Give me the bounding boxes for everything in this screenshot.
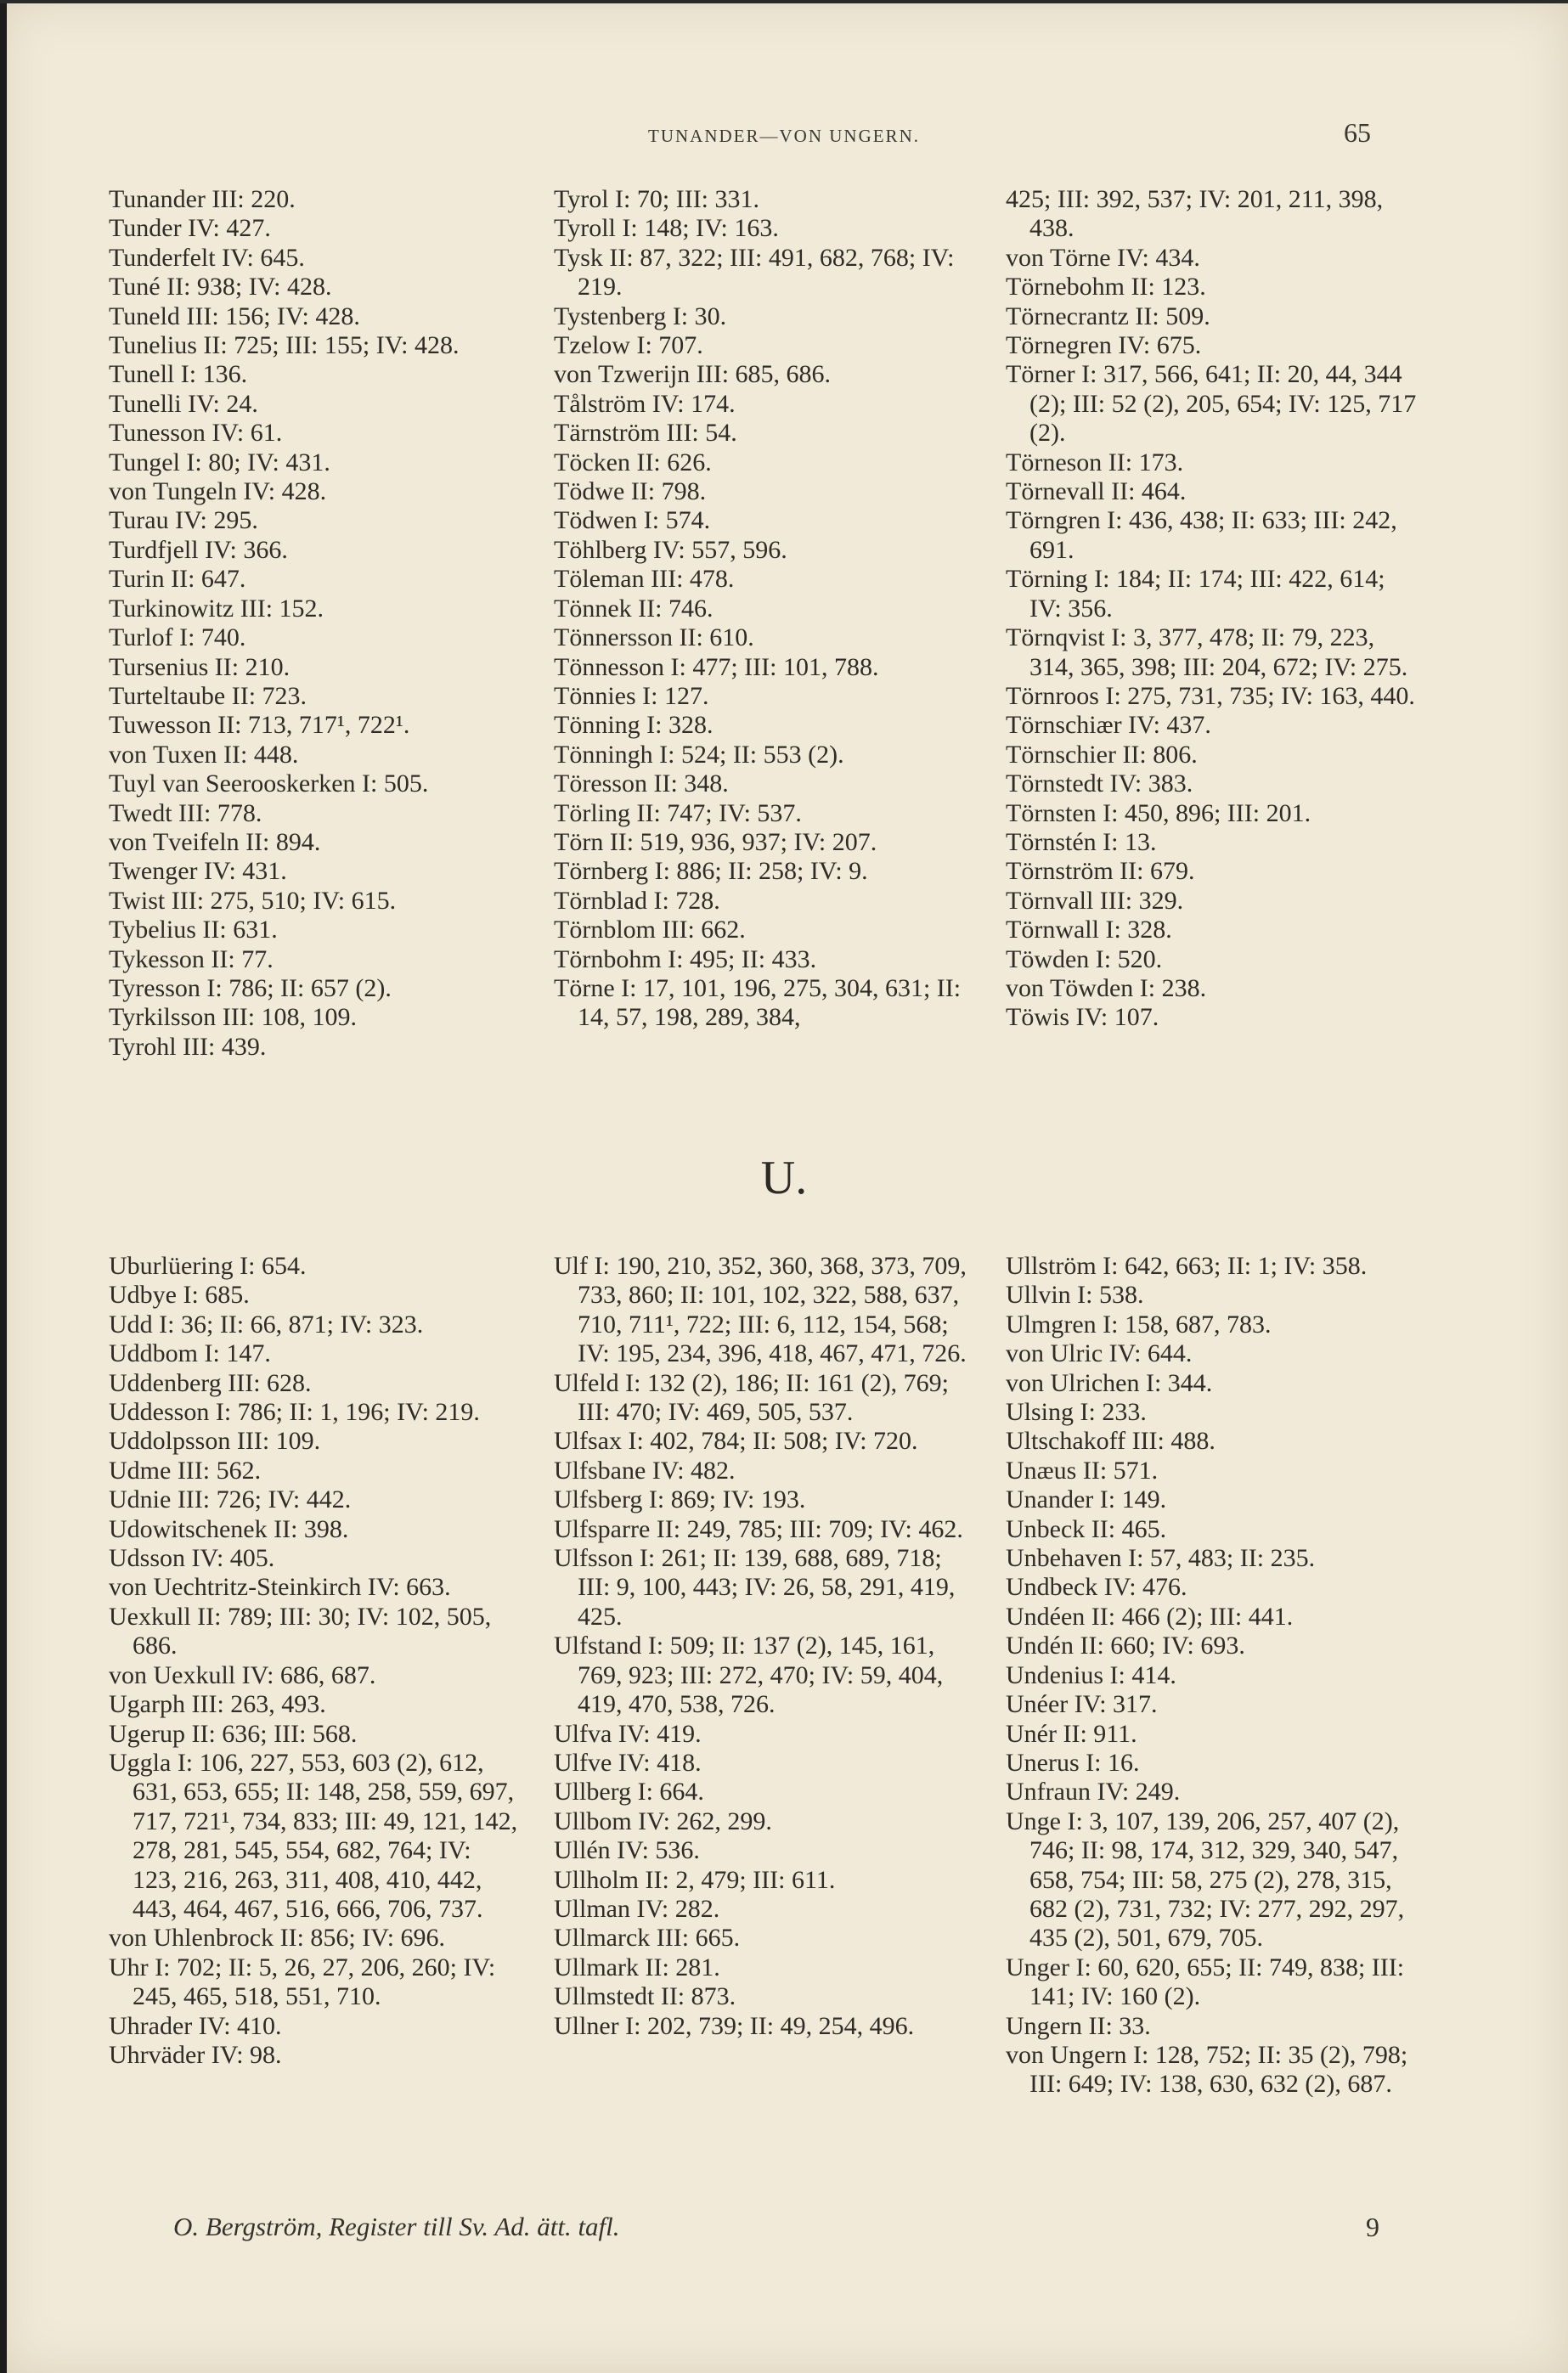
register-entry: Undén II: 660; IV: 693. — [1006, 1632, 1245, 1660]
register-entry: Törnvall III: 329. — [1006, 886, 1184, 915]
register-entry: Tyrohl III: 439. — [109, 1032, 267, 1061]
register-entry: Uhrader IV: 410. — [109, 2011, 282, 2040]
register-entry: Ulfsax I: 402, 784; II: 508; IV: 720. — [554, 1427, 918, 1456]
register-entry: Ullén IV: 536. — [554, 1836, 700, 1865]
register-entry: Turdfjell IV: 366. — [109, 535, 288, 564]
register-entry: Töwis IV: 107. — [1006, 1003, 1159, 1032]
scan-edge-top — [0, 0, 1568, 3]
register-entry: Unbehaven I: 57, 483; II: 235. — [1006, 1544, 1316, 1573]
register-entry: Udowitschenek II: 398. — [109, 1514, 349, 1543]
register-entry: Tönningh I: 524; II: 553 (2). — [554, 740, 844, 769]
register-entry: Ulf I: 190, 210, 352, 360, 368, 373, 709, 733, 860; II: 101, 102, 322, 588, 637, 710, 711¹, 722; III: 6, 112, 154, 568; IV: 195, 234, 396, 418, 467, 471, 726. — [554, 1252, 967, 1368]
register-entry: Ullholm II: 2, 479; III: 611. — [554, 1865, 836, 1894]
register-entry: Tödwen I: 574. — [554, 506, 711, 535]
register-entry: Twist III: 275, 510; IV: 615. — [109, 886, 397, 915]
register-entry: Undéen II: 466 (2); III: 441. — [1006, 1602, 1294, 1631]
register-entry: Tysk II: 87, 322; III: 491, 682, 768; IV: 219. — [554, 243, 955, 302]
register-entry: Töwden I: 520. — [1006, 944, 1163, 973]
register-entry: Tuyl van Seerooskerken I: 505. — [109, 769, 429, 798]
register-entry: Tunelli IV: 24. — [109, 389, 258, 418]
top-column-3 — [1006, 185, 1419, 1033]
register-entry: Tönnesson I: 477; III: 101, 788. — [554, 652, 879, 681]
register-entry: von Tveifeln II: 894. — [109, 827, 321, 856]
register-entry: Ulfstand I: 509; II: 137 (2), 145, 161, 769, 923; III: 272, 470; IV: 59, 404, 419, 470, 538, 726. — [554, 1632, 944, 1719]
register-entry: Tyroll I: 148; IV: 163. — [554, 214, 779, 243]
register-entry: Törnström II: 679. — [1006, 857, 1195, 886]
register-entry: Ungern II: 33. — [1006, 2011, 1151, 2040]
register-entry: Udnie III: 726; IV: 442. — [109, 1485, 352, 1514]
register-entry: Törnsten I: 450, 896; III: 201. — [1006, 798, 1311, 827]
register-entry: Tykesson II: 77. — [109, 944, 274, 973]
register-entry: Törner I: 317, 566, 641; II: 20, 44, 344 (2); III: 52 (2), 205, 654; IV: 125, 717 (2). — [1006, 360, 1417, 448]
register-entry: Törnqvist I: 3, 377, 478; II: 79, 223, 314, 365, 398; III: 204, 672; IV: 275. — [1006, 623, 1408, 681]
register-entry: Törnberg I: 886; II: 258; IV: 9. — [554, 857, 868, 886]
register-entry: Unéer IV: 317. — [1006, 1690, 1158, 1719]
register-entry: Törnschiær IV: 437. — [1006, 711, 1211, 740]
register-entry: Ulfsberg I: 869; IV: 193. — [554, 1485, 806, 1514]
register-entry: Ullmark II: 281. — [554, 1953, 720, 1981]
register-entry: Tunder IV: 427. — [109, 214, 271, 243]
register-entry: Ulfve IV: 418. — [554, 1748, 702, 1777]
register-entry: Tärnström III: 54. — [554, 419, 737, 448]
register-entry: Törnebohm II: 123. — [1006, 273, 1206, 302]
register-entry: Tyresson I: 786; II: 657 (2). — [109, 973, 392, 1002]
register-entry: Unfraun IV: 249. — [1006, 1778, 1181, 1807]
register-entry: Ultschakoff III: 488. — [1006, 1427, 1215, 1456]
register-entry: Ulsing I: 233. — [1006, 1398, 1147, 1427]
register-entry: Ullman IV: 282. — [554, 1894, 720, 1923]
register-entry: Uexkull II: 789; III: 30; IV: 102, 505, 686. — [109, 1602, 492, 1660]
register-entry: Törning I: 184; II: 174; III: 422, 614; IV: 356. — [1006, 565, 1385, 623]
register-entry: Tuné II: 938; IV: 428. — [109, 273, 332, 302]
register-entry: von Ulrichen I: 344. — [1006, 1368, 1213, 1397]
register-entry: Uddenberg III: 628. — [109, 1368, 312, 1397]
register-entry: Ullmstedt II: 873. — [554, 1982, 736, 2011]
register-entry: von Töwden I: 238. — [1006, 973, 1207, 1002]
register-entry: Törnevall II: 464. — [1006, 477, 1187, 506]
register-entry: Unander I: 149. — [1006, 1485, 1167, 1514]
register-entry: Törnblad I: 728. — [554, 886, 720, 915]
register-entry: Udsson IV: 405. — [109, 1544, 275, 1573]
register-entry: Tunander III: 220. — [109, 185, 296, 213]
register-entry: Ulfva IV: 419. — [554, 1719, 702, 1748]
register-entry: Turin II: 647. — [109, 565, 246, 594]
register-entry: Uddolpsson III: 109. — [109, 1427, 321, 1456]
section-letter: U. — [760, 1152, 808, 1204]
register-entry: Ullström I: 642, 663; II: 1; IV: 358. — [1006, 1252, 1368, 1280]
register-entry: Unbeck II: 465. — [1006, 1514, 1167, 1543]
register-entry: Ulfeld I: 132 (2), 186; II: 161 (2), 769; III: 470; IV: 469, 505, 537. — [554, 1368, 949, 1427]
register-entry: Tunesson IV: 61. — [109, 419, 283, 448]
register-entry: Tönning I: 328. — [554, 711, 713, 740]
register-entry: Tungel I: 80; IV: 431. — [109, 448, 330, 476]
register-entry: Ugarph III: 263, 493. — [109, 1690, 326, 1719]
register-entry: Uhr I: 702; II: 5, 26, 27, 206, 260; IV: 245, 465, 518, 551, 710. — [109, 1953, 496, 2011]
register-entry: von Tuxen II: 448. — [109, 740, 299, 769]
register-entry: Tyrol I: 70; III: 331. — [554, 185, 760, 213]
register-entry: Uddesson I: 786; II: 1, 196; IV: 219. — [109, 1398, 480, 1427]
register-entry: Unerus I: 16. — [1006, 1748, 1140, 1777]
register-entry: von Ulric IV: 644. — [1006, 1339, 1193, 1368]
register-entry: von Tungeln IV: 428. — [109, 477, 327, 506]
register-entry: Turau IV: 295. — [109, 506, 258, 535]
register-entry: Tuwesson II: 713, 717¹, 722¹. — [109, 711, 410, 740]
top-column-1 — [109, 185, 522, 1062]
register-entry: Tybelius II: 631. — [109, 916, 278, 944]
register-entry: von Uexkull IV: 686, 687. — [109, 1660, 376, 1689]
register-entry: Ulfsparre II: 249, 785; III: 709; IV: 462. — [554, 1514, 963, 1543]
register-entry: Unæus II: 571. — [1006, 1456, 1159, 1485]
register-entry: Turteltaube II: 723. — [109, 681, 307, 710]
register-entry: von Uechtritz-Steinkirch IV: 663. — [109, 1573, 451, 1602]
bottom-column-1 — [109, 1252, 522, 2070]
register-entry: Unge I: 3, 107, 139, 206, 257, 407 (2), 746; II: 98, 174, 312, 329, 340, 547, 658, 754; III: 58, 275 (2), 278, 315, 682 (2), 731, 732; IV: 277, 292, 297, 435 (2), 501, 679, 705. — [1006, 1807, 1405, 1953]
register-entry: Unger I: 60, 620, 655; II: 749, 838; III: 141; IV: 160 (2). — [1006, 1953, 1405, 2011]
register-entry: Tödwe II: 798. — [554, 477, 707, 506]
register-entry: Ullmarck III: 665. — [554, 1924, 741, 1953]
register-entry: Udbye I: 685. — [109, 1281, 250, 1310]
register-entry: Unér II: 911. — [1006, 1719, 1137, 1748]
signature-mark: 9 — [1366, 2212, 1379, 2242]
register-entry: von Tzwerijn III: 685, 686. — [554, 360, 832, 389]
register-entry: Törngren I: 436, 438; II: 633; III: 242, 691. — [1006, 506, 1397, 564]
register-entry: Tunelius II: 725; III: 155; IV: 428. — [109, 331, 460, 360]
bottom-column-3 — [1006, 1252, 1419, 2100]
register-entry: Ulfsson I: 261; II: 139, 688, 689, 718; III: 9, 100, 443; IV: 26, 58, 291, 419, 425. — [554, 1544, 956, 1631]
register-entry: Töleman III: 478. — [554, 565, 735, 594]
register-entry: Turlof I: 740. — [109, 623, 246, 652]
bottom-column-2 — [554, 1252, 967, 2041]
register-entry: Turkinowitz III: 152. — [109, 594, 324, 623]
register-entry: Törnstén I: 13. — [1006, 827, 1157, 856]
register-entry: Töhlberg IV: 557, 596. — [554, 535, 787, 564]
register-entry: von Törne IV: 434. — [1006, 243, 1200, 272]
register-entry: Twenger IV: 431. — [109, 857, 287, 886]
register-entry: Törnblom III: 662. — [554, 916, 746, 944]
register-entry: Udd I: 36; II: 66, 871; IV: 323. — [109, 1310, 424, 1339]
register-entry: Tönnies I: 127. — [554, 681, 709, 710]
register-entry: von Uhlenbrock II: 856; IV: 696. — [109, 1924, 446, 1953]
register-entry: Tursenius II: 210. — [109, 652, 290, 681]
register-entry: Uddbom I: 147. — [109, 1339, 271, 1368]
register-entry: Twedt III: 778. — [109, 798, 262, 827]
register-entry: Ullbom IV: 262, 299. — [554, 1807, 772, 1835]
register-entry: Ullberg I: 664. — [554, 1778, 704, 1807]
register-entry: Undenius I: 414. — [1006, 1660, 1176, 1689]
register-entry: Törnbohm I: 495; II: 433. — [554, 944, 817, 973]
register-entry: von Ungern I: 128, 752; II: 35 (2), 798; III: 649; IV: 138, 630, 632 (2), 687. — [1006, 2040, 1408, 2099]
register-entry: Törne I: 17, 101, 196, 275, 304, 631; II: 14, 57, 198, 289, 384, — [554, 973, 962, 1032]
register-entry: Törnecrantz II: 509. — [1006, 302, 1210, 330]
register-entry: Törnegren IV: 675. — [1006, 331, 1202, 360]
register-entry: Törnroos I: 275, 731, 735; IV: 163, 440. — [1006, 681, 1415, 710]
register-entry: Uburlüering I: 654. — [109, 1252, 307, 1280]
register-entry: Törn II: 519, 936, 937; IV: 207. — [554, 827, 877, 856]
footer-title: O. Bergström, Register till Sv. Ad. ätt. tafl. — [173, 2212, 620, 2241]
top-column-2 — [554, 185, 967, 1033]
register-entry: Ulmgren I: 158, 687, 783. — [1006, 1310, 1272, 1339]
page-number: 65 — [1344, 117, 1371, 148]
register-entry: Ullvin I: 538. — [1006, 1281, 1144, 1310]
register-entry: Tunell I: 136. — [109, 360, 248, 389]
register-entry: Töresson II: 348. — [554, 769, 729, 798]
register-entry: Tönnersson II: 610. — [554, 623, 754, 652]
register-entry: Ulfsbane IV: 482. — [554, 1456, 736, 1485]
register-entry: Törnwall I: 328. — [1006, 916, 1172, 944]
register-entry: Uggla I: 106, 227, 553, 603 (2), 612, 631, 653, 655; II: 148, 258, 559, 697, 717, 721¹, 734, 833; III: 49, 121, 142, 278, 281, 545, 554, 682, 764; IV: 123, 216, 263, 311, 408, 410, 442, 443, 464, 467, 516, 666, 706, 737. — [109, 1748, 518, 1923]
register-entry: Undbeck IV: 476. — [1006, 1573, 1187, 1602]
register-entry: Tzelow I: 707. — [554, 331, 703, 360]
register-entry: Ullner I: 202, 739; II: 49, 254, 496. — [554, 2011, 915, 2040]
register-entry: Töcken II: 626. — [554, 448, 712, 476]
running-title: TUNANDER—VON UNGERN. — [648, 126, 920, 146]
register-entry: 425; III: 392, 537; IV: 201, 211, 398, 438. — [1006, 185, 1384, 243]
register-entry: Tystenberg I: 30. — [554, 302, 727, 330]
register-entry: Tuneld III: 156; IV: 428. — [109, 302, 360, 330]
register-entry: Tönnek II: 746. — [554, 594, 713, 623]
register-entry: Tunderfelt IV: 645. — [109, 243, 305, 272]
register-entry: Uhrväder IV: 98. — [109, 2040, 282, 2069]
register-entry: Tålström IV: 174. — [554, 389, 736, 418]
register-entry: Udme III: 562. — [109, 1456, 262, 1485]
register-entry: Törnschier II: 806. — [1006, 740, 1198, 769]
register-entry: Törling II: 747; IV: 537. — [554, 798, 802, 827]
register-entry: Törnstedt IV: 383. — [1006, 769, 1193, 798]
register-entry: Ugerup II: 636; III: 568. — [109, 1719, 358, 1748]
register-entry: Tyrkilsson III: 108, 109. — [109, 1003, 358, 1032]
register-entry: Törneson II: 173. — [1006, 448, 1184, 476]
